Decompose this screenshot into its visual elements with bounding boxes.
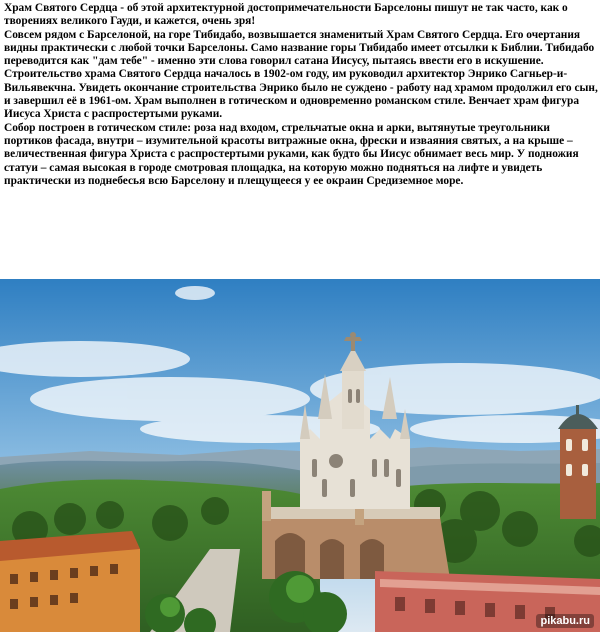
paragraph-construction: Строительство храма Святого Сердца началось в 1902-ом году, им руководил архитектор Энрико Сагньер-и-Вильявекчна. Увидеть окончание строительства Энрико было не суждено - работу над храмом продолжил его сын, и завершил её в 1961-ом. Храм выполнен в готическом и одновременно романском стиле. Венчает храм фигура Иисуса Христа с распростертыми руками. (4, 68, 598, 121)
temple-photo (0, 279, 600, 632)
watermark-label: pikabu.ru (536, 614, 594, 628)
paragraph-tibidabo: Совсем рядом с Барселоной, на горе Тибидабо, возвышается знаменитый Храм Святого Сердца. Его очертания видны практически с любой точки Барселоны. Само название горы Тибидабо имеет отсылки к Библии. Тибидабо переводится как "дам тебе" - именно эти слова говорил сатана Иисусу, пытаясь ввести его в искушение. (4, 28, 595, 68)
temple-photo-illustration (0, 279, 600, 632)
article-text (4, 2, 598, 188)
paragraph-style: Собор построен в готическом стиле: роза над входом, стрельчатые окна и арки, вытянутые треугольники портиков фасада, внутри – изумительной красоты витражные окна, фрески и изваяния святых, а на крыше – величественная фигура Христа с распростертыми руками, как будто бы Иисус обнимает весь мир. У подножия статуи – самая высокая в городе смотровая площадка, на которую можно подняться на лифте и увидеть практически из поднебесья всю Барселону и плещущееся у ее окраин Средиземное море. (4, 121, 579, 187)
paragraph-intro: Храм Святого Сердца - об этой архитектурной достопримечательности Барселоны пишут не так часто, как о творениях великого Гауди, и кажется, очень зря! (4, 2, 568, 28)
